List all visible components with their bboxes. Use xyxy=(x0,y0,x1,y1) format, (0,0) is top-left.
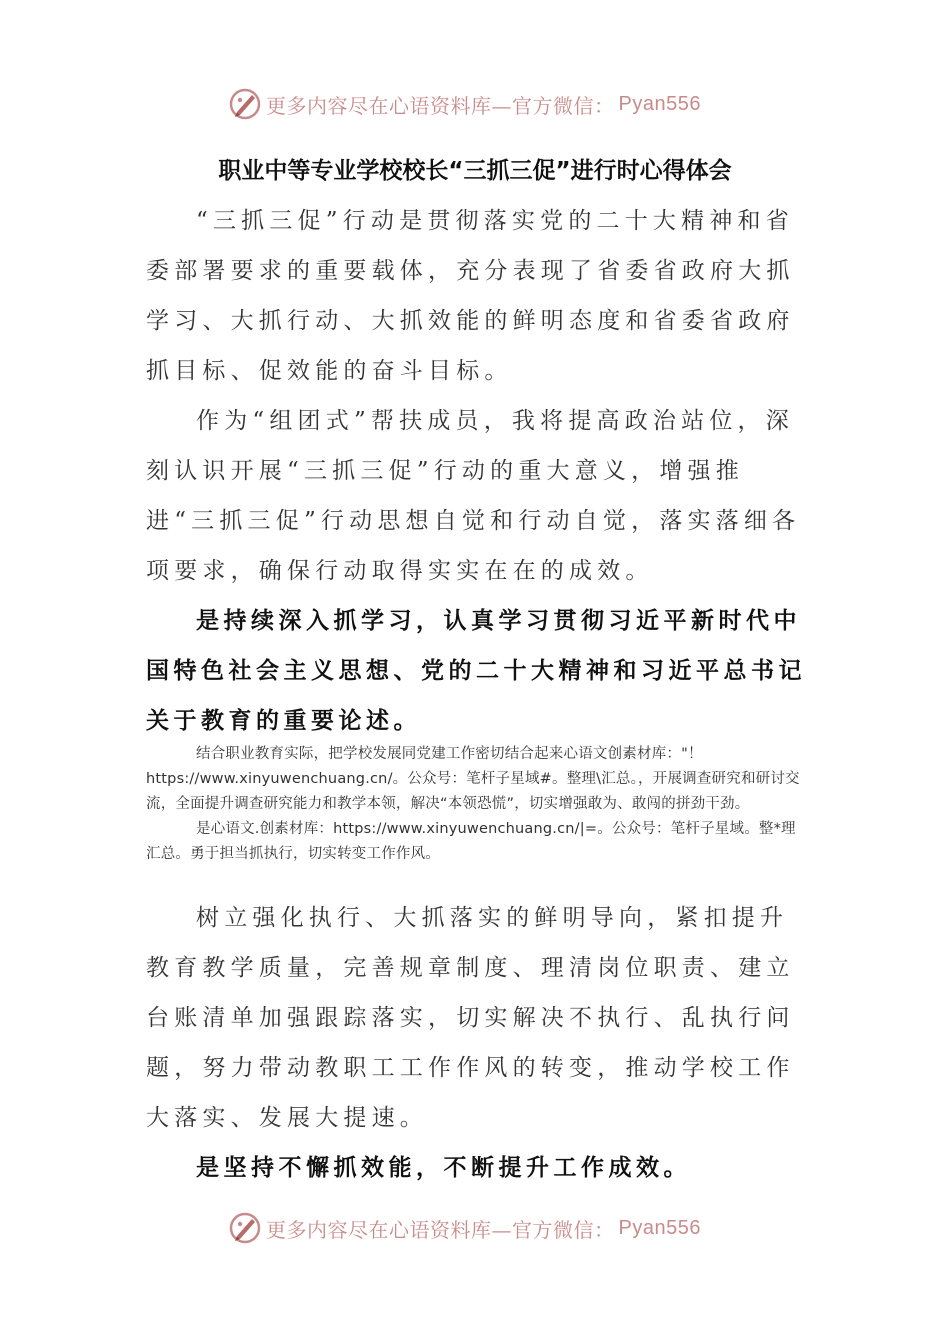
watermark-id: Pyan556 xyxy=(618,1216,701,1239)
watermark-footer xyxy=(228,1210,748,1246)
watermark-text: 更多内容尽在心语资料库—官方微信： xyxy=(266,1217,615,1242)
paragraph-2: 作为“组团式”帮扶成员，我将提高政治站位，深刻认识开展“三抓三促”行动的重大意义，增强推进“三抓三促”行动思想自觉和行动自觉，落实落细各项要求，确保行动取得实实在在的成效。 xyxy=(146,408,801,584)
pen-logo-icon xyxy=(228,87,262,121)
body-section-1 xyxy=(146,196,806,746)
small-paragraph-1: 结合职业教育实际，把学校发展同党建工作密切结合起来心语文创素材库："！https://www.xinyuwenchuang.cn/。公众号：笔杆子星域#。整理\汇总。，开展调查研究和研讨交流，全面提升调查研究能力和教学本领，解决“本领恐慌”，切实增强敢为、敢闯的拼劲干劲。 xyxy=(146,746,800,812)
small-text-section xyxy=(146,742,806,867)
watermark-id: Pyan556 xyxy=(618,92,701,115)
small-paragraph-2: 是心语文.创素材库：https://www.xinyuwenchuang.cn/|=。公众号：笔杆子星域。整*理汇总。勇于担当抓执行，切实转变工作作风。 xyxy=(146,821,796,862)
heading-learning: 是持续深入抓学习，认真学习贯彻习近平新时代中国特色社会主义思想、党的二十大精神和习近平总书记关于教育的重要论述。 xyxy=(146,608,806,734)
paragraph-1: “三抓三促”行动是贯彻落实党的二十大精神和省委部署要求的重要载体，充分表现了省委省政府大抓学习、大抓行动、大抓效能的鲜明态度和省委省政府抓目标、促效能的奋斗目标。 xyxy=(146,208,795,384)
watermark-header xyxy=(228,86,748,122)
pen-logo-icon xyxy=(228,1211,262,1245)
heading-efficiency: 是坚持不懈抓效能，不断提升工作成效。 xyxy=(196,1155,691,1181)
document-title: 职业中等专业学校校长“三抓三促”进行时心得体会 xyxy=(218,158,732,184)
watermark-text: 更多内容尽在心语资料库—官方微信： xyxy=(266,93,615,118)
body-section-2 xyxy=(146,893,806,1193)
paragraph-3: 树立强化执行、大抓落实的鲜明导向，紧扣提升教育教学质量，完善规章制度、理清岗位职责、建立台账清单加强跟踪落实，切实解决不执行、乱执行问题，努力带动教职工工作作风的转变，推动学校工作大落实、发展大提速。 xyxy=(146,905,795,1131)
